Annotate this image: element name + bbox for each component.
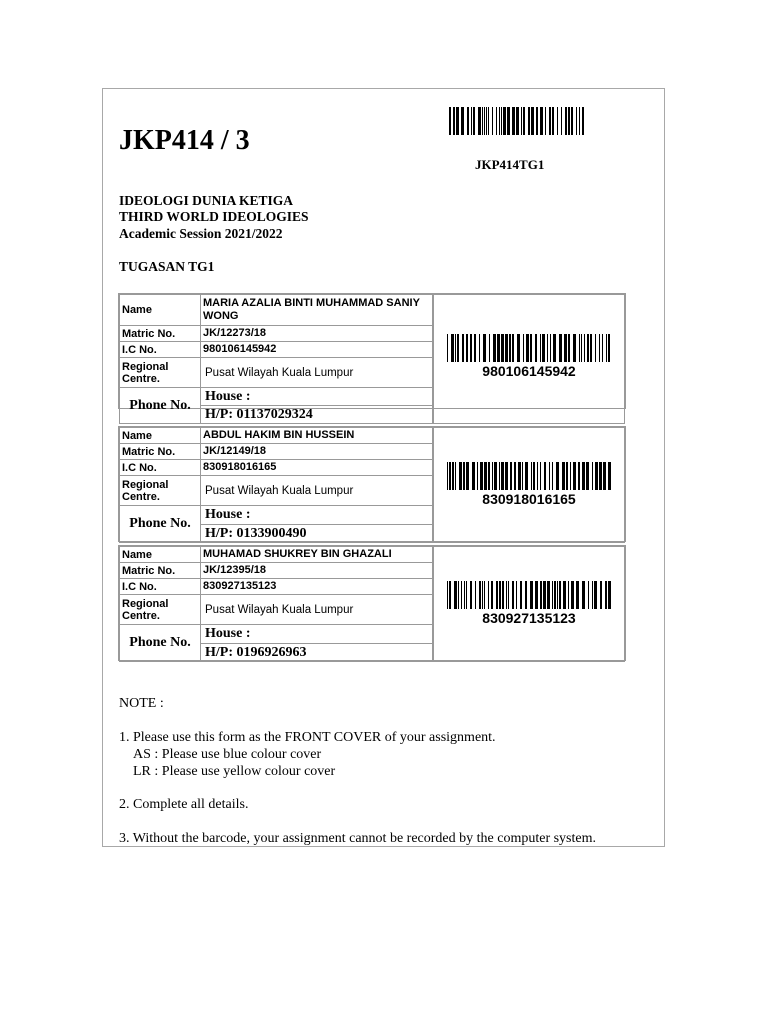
note-item-2: 2. Complete all details.	[119, 797, 249, 812]
barcode-bar	[467, 107, 469, 135]
barcode-bar	[486, 107, 487, 135]
house-phone: House :	[200, 505, 433, 525]
barcode-bar	[496, 107, 497, 135]
barcode-bar	[463, 462, 465, 490]
barcode-bar	[525, 581, 527, 609]
barcode-bar	[473, 107, 475, 135]
barcode-bar	[512, 581, 514, 609]
barcode-bar	[571, 581, 574, 609]
barcode-bar	[489, 334, 490, 362]
barcode-bar	[501, 107, 502, 135]
student-name: MARIA AZALIA BINTI MUHAMMAD SANIY WONG	[200, 294, 433, 326]
barcode-bar	[507, 107, 510, 135]
house-phone: House :	[200, 387, 433, 406]
barcode-bar	[466, 334, 468, 362]
barcode-bar	[488, 107, 489, 135]
barcode-bar	[528, 107, 530, 135]
barcode-bar	[576, 581, 579, 609]
barcode-bar	[566, 462, 568, 490]
barcode-bar	[552, 581, 553, 609]
barcode-bar	[492, 462, 493, 490]
name-label: Name	[119, 294, 201, 326]
barcode-bar	[506, 581, 507, 609]
barcode-bar	[590, 334, 592, 362]
barcode-bar	[491, 581, 493, 609]
barcode-bar	[545, 107, 546, 135]
barcode-bar	[447, 462, 448, 490]
student-barcode	[447, 581, 611, 609]
barcode-bar	[471, 107, 472, 135]
course-title-english: THIRD WORLD IDEOLOGIES	[119, 209, 309, 224]
barcode-bar	[587, 334, 589, 362]
barcode-bar	[547, 334, 548, 362]
barcode-bar	[525, 462, 528, 490]
barcode-bar	[508, 581, 509, 609]
barcode-bar	[521, 107, 522, 135]
barcode-number: 830918016165	[482, 491, 576, 507]
barcode-bar	[461, 107, 464, 135]
barcode-bar	[547, 581, 550, 609]
barcode-bar	[540, 107, 543, 135]
barcode-bar	[549, 462, 550, 490]
barcode-bar	[484, 107, 485, 135]
barcode-bar	[496, 581, 498, 609]
barcode-bar	[482, 107, 483, 135]
note-item-1-lr: LR : Please use yellow colour cover	[133, 764, 336, 779]
barcode-bar	[588, 581, 589, 609]
barcode-bar	[573, 462, 576, 490]
barcode-bar	[501, 462, 504, 490]
barcode-bar	[559, 581, 561, 609]
barcode-bar	[517, 334, 520, 362]
course-code: JKP414 / 3	[119, 125, 250, 156]
barcode-bar	[464, 581, 465, 609]
barcode-bar	[554, 581, 556, 609]
assignment-code: JKP414TG1	[475, 157, 545, 172]
barcode-bar	[599, 462, 602, 490]
barcode-bar	[484, 581, 485, 609]
phone-label: Phone No.	[119, 624, 201, 662]
barcode-bar	[573, 334, 576, 362]
barcode-bar	[488, 581, 489, 609]
barcode-bar	[576, 107, 577, 135]
barcode-bar	[562, 462, 565, 490]
barcode-bar	[602, 334, 603, 362]
barcode-bar	[497, 334, 500, 362]
barcode-bar	[449, 581, 451, 609]
academic-session: Academic Session 2021/2022	[119, 226, 283, 241]
barcode-bar	[447, 581, 448, 609]
barcode-bar	[492, 107, 493, 135]
assignment-cover-form	[102, 88, 665, 847]
barcode-bar	[536, 107, 538, 135]
barcode-bar	[561, 107, 562, 135]
barcode-bar	[533, 462, 535, 490]
barcode-bar	[526, 334, 529, 362]
barcode-bar	[466, 462, 469, 490]
barcode-bar	[586, 462, 589, 490]
barcode-bar	[520, 581, 522, 609]
barcode-bar	[530, 581, 533, 609]
barcode-bar	[599, 334, 600, 362]
matric-number: JK/12395/18	[200, 562, 433, 579]
barcode-bar	[518, 462, 521, 490]
barcode-bar	[516, 581, 517, 609]
barcode-bar	[594, 581, 597, 609]
barcode-bar	[553, 334, 556, 362]
region-label: Regional Centre.	[119, 357, 201, 388]
barcode-bar	[531, 107, 534, 135]
note-heading: NOTE :	[119, 696, 164, 711]
mobile-phone: H/P: 0133900490	[200, 524, 433, 543]
barcode-bar	[462, 334, 464, 362]
barcode-bar	[540, 581, 542, 609]
barcode-bar	[608, 581, 611, 609]
barcode-bar	[505, 334, 508, 362]
barcode-bar	[550, 334, 551, 362]
barcode-bar	[592, 462, 593, 490]
course-title-malay: IDEOLOGI DUNIA KETIGA	[119, 193, 294, 208]
barcode-bar	[472, 462, 475, 490]
student-block	[118, 293, 626, 422]
barcode-bar	[456, 107, 459, 135]
regional-centre: Pusat Wilayah Kuala Lumpur	[200, 475, 433, 506]
barcode-bar	[478, 107, 481, 135]
barcode-bar	[557, 107, 558, 135]
barcode-bar	[530, 334, 532, 362]
note-item-1: 1. Please use this form as the FRONT COVER of your assignment.	[119, 730, 496, 745]
student-barcode	[447, 462, 611, 490]
barcode-bar	[453, 107, 455, 135]
barcode-bar	[605, 581, 607, 609]
barcode-bar	[449, 462, 451, 490]
barcode-bar	[516, 107, 519, 135]
barcode-bar	[537, 462, 538, 490]
barcode-bar	[568, 581, 569, 609]
regional-centre: Pusat Wilayah Kuala Lumpur	[200, 594, 433, 625]
barcode-bar	[470, 334, 472, 362]
barcode-bar	[449, 107, 451, 135]
barcode-bar	[479, 334, 480, 362]
barcode-bar	[523, 107, 525, 135]
barcode-bar	[482, 581, 483, 609]
barcode-bar	[502, 581, 504, 609]
barcode-bar	[447, 334, 448, 362]
barcode-bar	[595, 334, 596, 362]
name-label: Name	[119, 546, 201, 563]
barcode-bar	[579, 334, 580, 362]
region-label: Regional Centre.	[119, 594, 201, 625]
barcode-bar	[499, 581, 501, 609]
student-barcode-box	[433, 427, 625, 543]
barcode-bar	[556, 462, 559, 490]
barcode-bar	[608, 334, 610, 362]
ic-label: I.C No.	[119, 459, 201, 476]
region-label: Regional Centre.	[119, 475, 201, 506]
student-name: MUHAMAD SHUKREY BIN GHAZALI	[200, 546, 433, 563]
barcode-bar	[470, 581, 472, 609]
barcode-bar	[499, 107, 500, 135]
matric-label: Matric No.	[119, 562, 201, 579]
matric-label: Matric No.	[119, 325, 201, 342]
matric-number: JK/12149/18	[200, 443, 433, 460]
barcode-bar	[493, 334, 496, 362]
barcode-bar	[568, 334, 570, 362]
mobile-phone: H/P: 01137029324	[200, 405, 433, 424]
barcode-bar	[451, 334, 454, 362]
barcode-bar	[565, 107, 567, 135]
barcode-bar	[483, 334, 486, 362]
name-label: Name	[119, 427, 201, 444]
barcode-bar	[570, 462, 571, 490]
barcode-bar	[531, 462, 532, 490]
barcode-bar	[563, 581, 566, 609]
note-item-3: 3. Without the barcode, your assignment cannot be recorded by the computer system.	[119, 831, 596, 846]
barcode-bar	[510, 462, 512, 490]
barcode-bar	[522, 462, 523, 490]
barcode-bar	[568, 107, 570, 135]
barcode-bar	[477, 462, 478, 490]
ic-label: I.C No.	[119, 341, 201, 358]
barcode-bar	[454, 581, 457, 609]
barcode-bar	[480, 462, 483, 490]
student-name: ABDUL HAKIM BIN HUSSEIN	[200, 427, 433, 444]
barcode-bar	[535, 581, 538, 609]
mobile-phone: H/P: 0196926963	[200, 643, 433, 662]
barcode-bar	[600, 581, 602, 609]
barcode-number: 830927135123	[482, 610, 576, 626]
matric-number: JK/12273/18	[200, 325, 433, 342]
phone-label: Phone No.	[119, 387, 201, 424]
barcode-bar	[582, 462, 585, 490]
ic-number: 980106145942	[200, 341, 433, 358]
barcode-bar	[552, 462, 553, 490]
barcode-bar	[557, 581, 558, 609]
ic-number: 830918016165	[200, 459, 433, 476]
barcode-bar	[484, 462, 487, 490]
barcode-number: 980106145942	[482, 363, 576, 379]
barcode-bar	[544, 462, 546, 490]
phone-label: Phone No.	[119, 505, 201, 543]
barcode-bar	[458, 581, 459, 609]
barcode-bar	[479, 581, 481, 609]
barcode-bar	[582, 107, 584, 135]
matric-label: Matric No.	[119, 443, 201, 460]
regional-centre: Pusat Wilayah Kuala Lumpur	[200, 357, 433, 388]
barcode-bar	[474, 334, 476, 362]
barcode-bar	[535, 334, 537, 362]
student-block	[118, 545, 626, 661]
barcode-bar	[466, 581, 467, 609]
barcode-bar	[514, 462, 516, 490]
barcode-bar	[543, 581, 546, 609]
barcode-bar	[559, 334, 562, 362]
barcode-bar	[571, 107, 573, 135]
ic-label: I.C No.	[119, 578, 201, 595]
barcode-bar	[552, 107, 554, 135]
assignment-barcode	[449, 107, 584, 135]
barcode-bar	[603, 462, 606, 490]
barcode-bar	[540, 334, 541, 362]
barcode-bar	[501, 334, 504, 362]
barcode-bar	[455, 462, 456, 490]
assignment-label: TUGASAN TG1	[119, 259, 215, 274]
barcode-bar	[592, 581, 593, 609]
barcode-bar	[608, 462, 611, 490]
barcode-bar	[512, 334, 514, 362]
barcode-bar	[582, 581, 585, 609]
house-phone: House :	[200, 624, 433, 644]
barcode-bar	[488, 462, 490, 490]
barcode-bar	[452, 462, 454, 490]
barcode-bar	[584, 334, 585, 362]
ic-number: 830927135123	[200, 578, 433, 595]
barcode-bar	[564, 334, 567, 362]
barcode-bar	[578, 462, 580, 490]
barcode-bar	[459, 462, 462, 490]
barcode-bar	[461, 581, 462, 609]
barcode-bar	[505, 462, 508, 490]
barcode-bar	[540, 462, 541, 490]
barcode-bar	[579, 107, 580, 135]
barcode-bar	[494, 462, 497, 490]
note-item-1-as: AS : Please use blue colour cover	[133, 747, 322, 762]
barcode-bar	[512, 107, 515, 135]
barcode-bar	[455, 334, 456, 362]
barcode-bar	[581, 334, 582, 362]
barcode-bar	[475, 581, 476, 609]
barcode-bar	[509, 334, 511, 362]
barcode-bar	[499, 462, 500, 490]
barcode-bar	[457, 334, 459, 362]
barcode-bar	[503, 107, 506, 135]
barcode-bar	[595, 462, 598, 490]
barcode-bar	[523, 334, 524, 362]
student-barcode-box	[433, 546, 625, 662]
barcode-bar	[542, 334, 545, 362]
student-barcode-box	[433, 294, 625, 424]
student-barcode	[447, 334, 611, 362]
barcode-bar	[606, 334, 607, 362]
barcode-bar	[549, 107, 551, 135]
student-block	[118, 426, 626, 542]
